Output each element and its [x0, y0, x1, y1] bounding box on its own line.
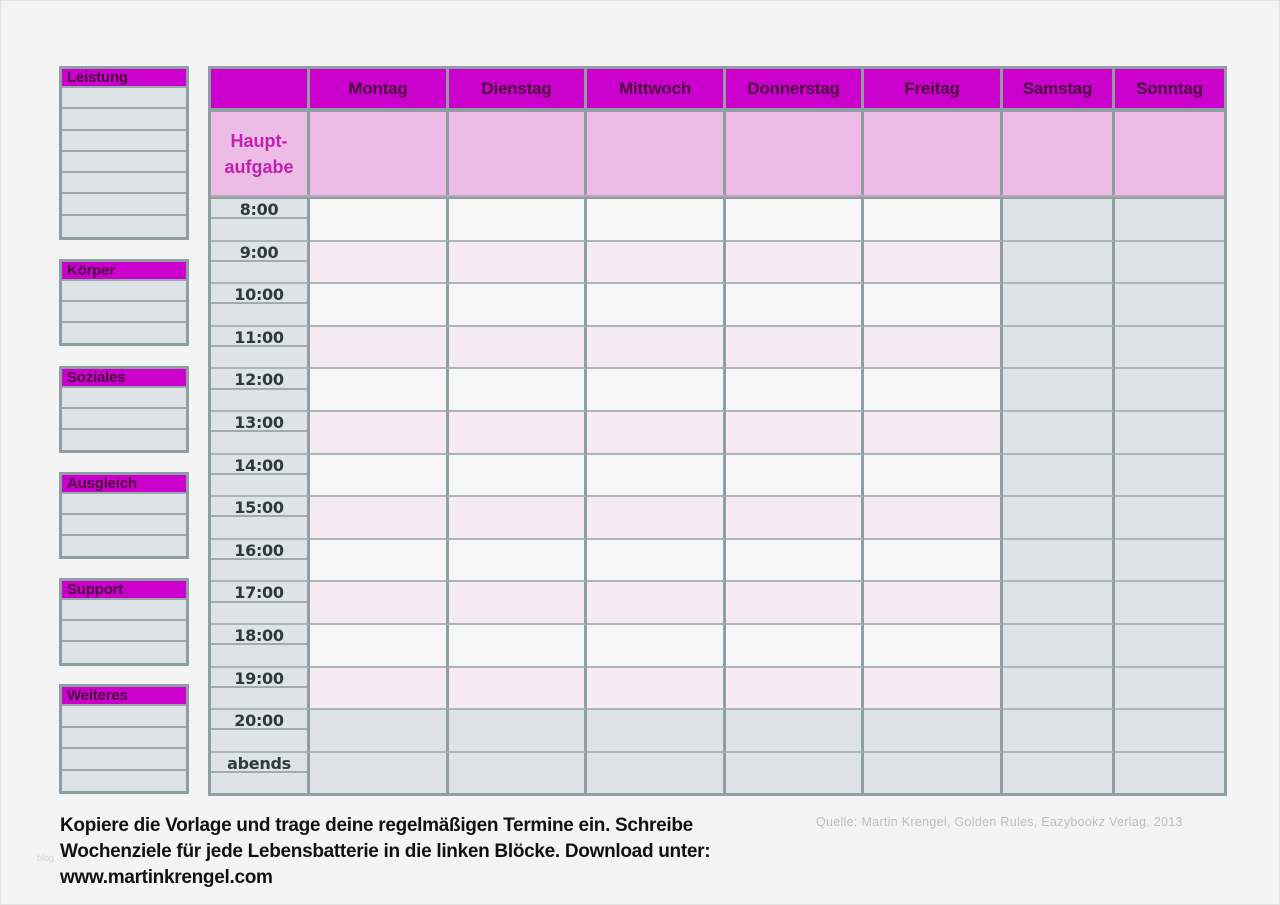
time-label-cell	[211, 284, 310, 327]
block-title: Leistung	[62, 69, 186, 88]
download-link[interactable]: www.martinkrengel.com	[60, 867, 273, 888]
slot-cell[interactable]	[310, 242, 449, 285]
time-row-12	[211, 369, 1224, 412]
block-title: Weiteres	[62, 687, 186, 706]
time-label: 13:00	[211, 412, 307, 432]
day-header-sonntag: Sonntag	[1115, 69, 1224, 108]
slot-cell[interactable]	[1115, 497, 1224, 540]
time-label: 14:00	[211, 455, 307, 475]
slot-cell[interactable]	[864, 540, 1003, 583]
block-line[interactable]	[62, 302, 186, 323]
slot-cell[interactable]	[449, 455, 587, 498]
time-row-11	[211, 327, 1224, 370]
slot-cell[interactable]	[310, 369, 449, 412]
time-row-8	[211, 199, 1224, 242]
slot-cell[interactable]	[1003, 284, 1115, 327]
slot-cell[interactable]	[310, 199, 449, 242]
time-label: 15:00	[211, 497, 307, 517]
block-line[interactable]	[62, 88, 186, 109]
time-label-cell	[211, 369, 310, 412]
slot-cell[interactable]	[1115, 369, 1224, 412]
main-task-cell[interactable]	[310, 112, 449, 195]
main-task-cell[interactable]	[864, 112, 1003, 195]
slot-cell[interactable]	[1003, 369, 1115, 412]
slot-cell[interactable]	[449, 242, 587, 285]
slot-cell[interactable]	[587, 753, 726, 793]
time-label: 12:00	[211, 369, 307, 389]
block-line[interactable]	[62, 216, 186, 237]
block-line[interactable]	[62, 642, 186, 663]
time-label-cell	[211, 199, 310, 242]
slot-cell[interactable]	[726, 369, 864, 412]
main-task-cell[interactable]	[587, 112, 726, 195]
slot-cell[interactable]	[1115, 455, 1224, 498]
slot-cell[interactable]	[726, 625, 864, 668]
time-label-cell	[211, 327, 310, 370]
slot-cell[interactable]	[1003, 199, 1115, 242]
time-label: 9:00	[211, 242, 307, 262]
block-line[interactable]	[62, 749, 186, 771]
slot-cell[interactable]	[310, 625, 449, 668]
slot-cell[interactable]	[1003, 327, 1115, 370]
slot-cell[interactable]	[1115, 625, 1224, 668]
slot-cell[interactable]	[726, 497, 864, 540]
block-line[interactable]	[62, 109, 186, 130]
slot-cell[interactable]	[1003, 242, 1115, 285]
block-line[interactable]	[62, 494, 186, 515]
time-label-cell	[211, 668, 310, 711]
slot-cell[interactable]	[449, 625, 587, 668]
block-line[interactable]	[62, 600, 186, 621]
time-label: 11:00	[211, 327, 307, 347]
slot-cell[interactable]	[449, 497, 587, 540]
slot-cell[interactable]	[587, 668, 726, 711]
slot-cell[interactable]	[1003, 668, 1115, 711]
main-task-cell[interactable]	[1003, 112, 1115, 195]
slot-cell[interactable]	[864, 242, 1003, 285]
slot-cell[interactable]	[449, 668, 587, 711]
block-leistung	[59, 66, 189, 240]
time-label-cell	[211, 412, 310, 455]
slot-cell[interactable]	[587, 369, 726, 412]
block-line[interactable]	[62, 323, 186, 343]
time-label-cell	[211, 497, 310, 540]
time-row-abends	[211, 753, 1224, 793]
slot-cell[interactable]	[1115, 668, 1224, 711]
main-task-label-line1: Haupt-	[230, 130, 288, 151]
slot-cell[interactable]	[1003, 497, 1115, 540]
slot-cell[interactable]	[449, 327, 587, 370]
slot-cell[interactable]	[449, 582, 587, 625]
corner-cell	[211, 69, 310, 108]
time-row-18	[211, 625, 1224, 668]
slot-cell[interactable]	[864, 753, 1003, 793]
slot-cell[interactable]	[864, 668, 1003, 711]
slot-cell[interactable]	[310, 284, 449, 327]
time-label: abends	[211, 753, 307, 773]
slot-cell[interactable]	[449, 369, 587, 412]
slot-cell[interactable]	[726, 284, 864, 327]
instructions-line-2: Wochenziele für jede Lebensbatterie in die linken Blöcke. Download unter:	[60, 841, 711, 862]
time-label: 20:00	[211, 710, 307, 730]
slot-cell[interactable]	[587, 199, 726, 242]
block-line[interactable]	[62, 152, 186, 173]
slot-cell[interactable]	[587, 540, 726, 583]
main-task-label	[211, 112, 310, 195]
slot-cell[interactable]	[310, 710, 449, 753]
time-row-16	[211, 540, 1224, 583]
instructions-text	[60, 813, 790, 891]
slot-cell[interactable]	[726, 412, 864, 455]
slot-cell[interactable]	[1003, 710, 1115, 753]
block-line[interactable]	[62, 706, 186, 728]
main-task-label-line2: aufgabe	[224, 156, 294, 177]
time-label-cell	[211, 710, 310, 753]
watermark: blog	[37, 853, 55, 863]
slot-cell[interactable]	[449, 199, 587, 242]
slot-cell[interactable]	[864, 369, 1003, 412]
block-line[interactable]	[62, 536, 186, 556]
time-row-13	[211, 412, 1224, 455]
instructions-line-1: Kopiere die Vorlage und trage deine regelmäßigen Termine ein. Schreibe	[60, 815, 693, 836]
slot-cell[interactable]	[1115, 540, 1224, 583]
block-support	[59, 578, 189, 666]
slot-cell[interactable]	[726, 668, 864, 711]
slot-cell[interactable]	[1003, 625, 1115, 668]
slot-cell[interactable]	[864, 710, 1003, 753]
slot-cell[interactable]	[310, 412, 449, 455]
time-label: 16:00	[211, 540, 307, 560]
time-row-14	[211, 455, 1224, 498]
time-row-17	[211, 582, 1224, 625]
slot-cell[interactable]	[587, 284, 726, 327]
slot-cell[interactable]	[310, 327, 449, 370]
slot-cell[interactable]	[864, 497, 1003, 540]
time-row-19	[211, 668, 1224, 711]
main-task-cell[interactable]	[726, 112, 864, 195]
slot-cell[interactable]	[1115, 412, 1224, 455]
block-line[interactable]	[62, 728, 186, 750]
slot-cell[interactable]	[864, 199, 1003, 242]
slot-cell[interactable]	[449, 284, 587, 327]
day-header-dienstag: Dienstag	[449, 69, 587, 108]
slot-cell[interactable]	[310, 582, 449, 625]
main-task-row	[211, 112, 1224, 197]
time-row-9	[211, 242, 1224, 285]
time-label: 17:00	[211, 582, 307, 602]
time-label-cell	[211, 540, 310, 583]
block-line[interactable]	[62, 409, 186, 430]
main-task-cell[interactable]	[449, 112, 587, 195]
slot-cell[interactable]	[587, 455, 726, 498]
slot-cell[interactable]	[587, 412, 726, 455]
slot-cell[interactable]	[310, 455, 449, 498]
slot-cell[interactable]	[726, 582, 864, 625]
block-line[interactable]	[62, 131, 186, 152]
block-ausgleich	[59, 472, 189, 559]
block-line[interactable]	[62, 515, 186, 536]
slot-cell[interactable]	[726, 540, 864, 583]
day-header-row	[211, 69, 1224, 110]
source-credit: Quelle: Martin Krengel, Golden Rules, Eazybookz Verlag, 2013	[816, 815, 1183, 829]
time-row-15	[211, 497, 1224, 540]
slot-cell[interactable]	[1115, 582, 1224, 625]
slot-cell[interactable]	[449, 412, 587, 455]
block-line[interactable]	[62, 430, 186, 450]
block-line[interactable]	[62, 621, 186, 642]
time-label: 19:00	[211, 668, 307, 688]
block-soziales	[59, 366, 189, 453]
slot-cell[interactable]	[1115, 753, 1224, 793]
block-title: Support	[62, 581, 186, 600]
slot-cell[interactable]	[864, 625, 1003, 668]
slot-cell[interactable]	[864, 327, 1003, 370]
slot-cell[interactable]	[310, 668, 449, 711]
slot-cell[interactable]	[449, 540, 587, 583]
time-label-cell	[211, 753, 310, 793]
slot-cell[interactable]	[864, 582, 1003, 625]
block-title: Ausgleich	[62, 475, 186, 494]
slot-cell[interactable]	[449, 710, 587, 753]
slot-cell[interactable]	[587, 242, 726, 285]
day-header-mittwoch: Mittwoch	[587, 69, 726, 108]
time-label: 18:00	[211, 625, 307, 645]
slot-cell[interactable]	[864, 455, 1003, 498]
slot-cell[interactable]	[310, 540, 449, 583]
block-line[interactable]	[62, 194, 186, 215]
time-row-20	[211, 710, 1224, 753]
time-label-cell	[211, 455, 310, 498]
slot-cell[interactable]	[1115, 242, 1224, 285]
block-line[interactable]	[62, 173, 186, 194]
day-header-samstag: Samstag	[1003, 69, 1115, 108]
slot-cell[interactable]	[864, 412, 1003, 455]
time-label: 10:00	[211, 284, 307, 304]
slot-cell[interactable]	[587, 625, 726, 668]
slot-cell[interactable]	[864, 284, 1003, 327]
slot-cell[interactable]	[1115, 199, 1224, 242]
block-line[interactable]	[62, 388, 186, 409]
slot-cell[interactable]	[587, 710, 726, 753]
slot-cell[interactable]	[726, 455, 864, 498]
slot-cell[interactable]	[726, 199, 864, 242]
slot-cell[interactable]	[1003, 412, 1115, 455]
day-header-montag: Montag	[310, 69, 449, 108]
weekly-schedule-grid	[208, 66, 1227, 796]
block-koerper	[59, 259, 189, 346]
block-line[interactable]	[62, 771, 186, 791]
block-title: Körper	[62, 262, 186, 281]
block-title: Soziales	[62, 369, 186, 388]
slot-cell[interactable]	[1003, 540, 1115, 583]
slot-cell[interactable]	[1115, 284, 1224, 327]
block-line[interactable]	[62, 281, 186, 302]
slot-cell[interactable]	[726, 327, 864, 370]
slot-cell[interactable]	[587, 327, 726, 370]
slot-cell[interactable]	[726, 710, 864, 753]
day-header-freitag: Freitag	[864, 69, 1003, 108]
time-row-10	[211, 284, 1224, 327]
slot-cell[interactable]	[587, 497, 726, 540]
main-task-cell[interactable]	[1115, 112, 1224, 195]
time-label: 8:00	[211, 199, 307, 219]
slot-cell[interactable]	[726, 753, 864, 793]
time-label-cell	[211, 242, 310, 285]
slot-cell[interactable]	[1003, 582, 1115, 625]
slot-cell[interactable]	[310, 497, 449, 540]
slot-cell[interactable]	[1115, 327, 1224, 370]
slot-cell[interactable]	[587, 582, 726, 625]
block-weiteres	[59, 684, 189, 794]
slot-cell[interactable]	[1003, 455, 1115, 498]
time-label-cell	[211, 625, 310, 668]
day-header-donnerstag: Donnerstag	[726, 69, 864, 108]
time-label-cell	[211, 582, 310, 625]
slot-cell[interactable]	[726, 242, 864, 285]
slot-cell[interactable]	[449, 753, 587, 793]
slot-cell[interactable]	[1003, 753, 1115, 793]
slot-cell[interactable]	[1115, 710, 1224, 753]
slot-cell[interactable]	[310, 753, 449, 793]
